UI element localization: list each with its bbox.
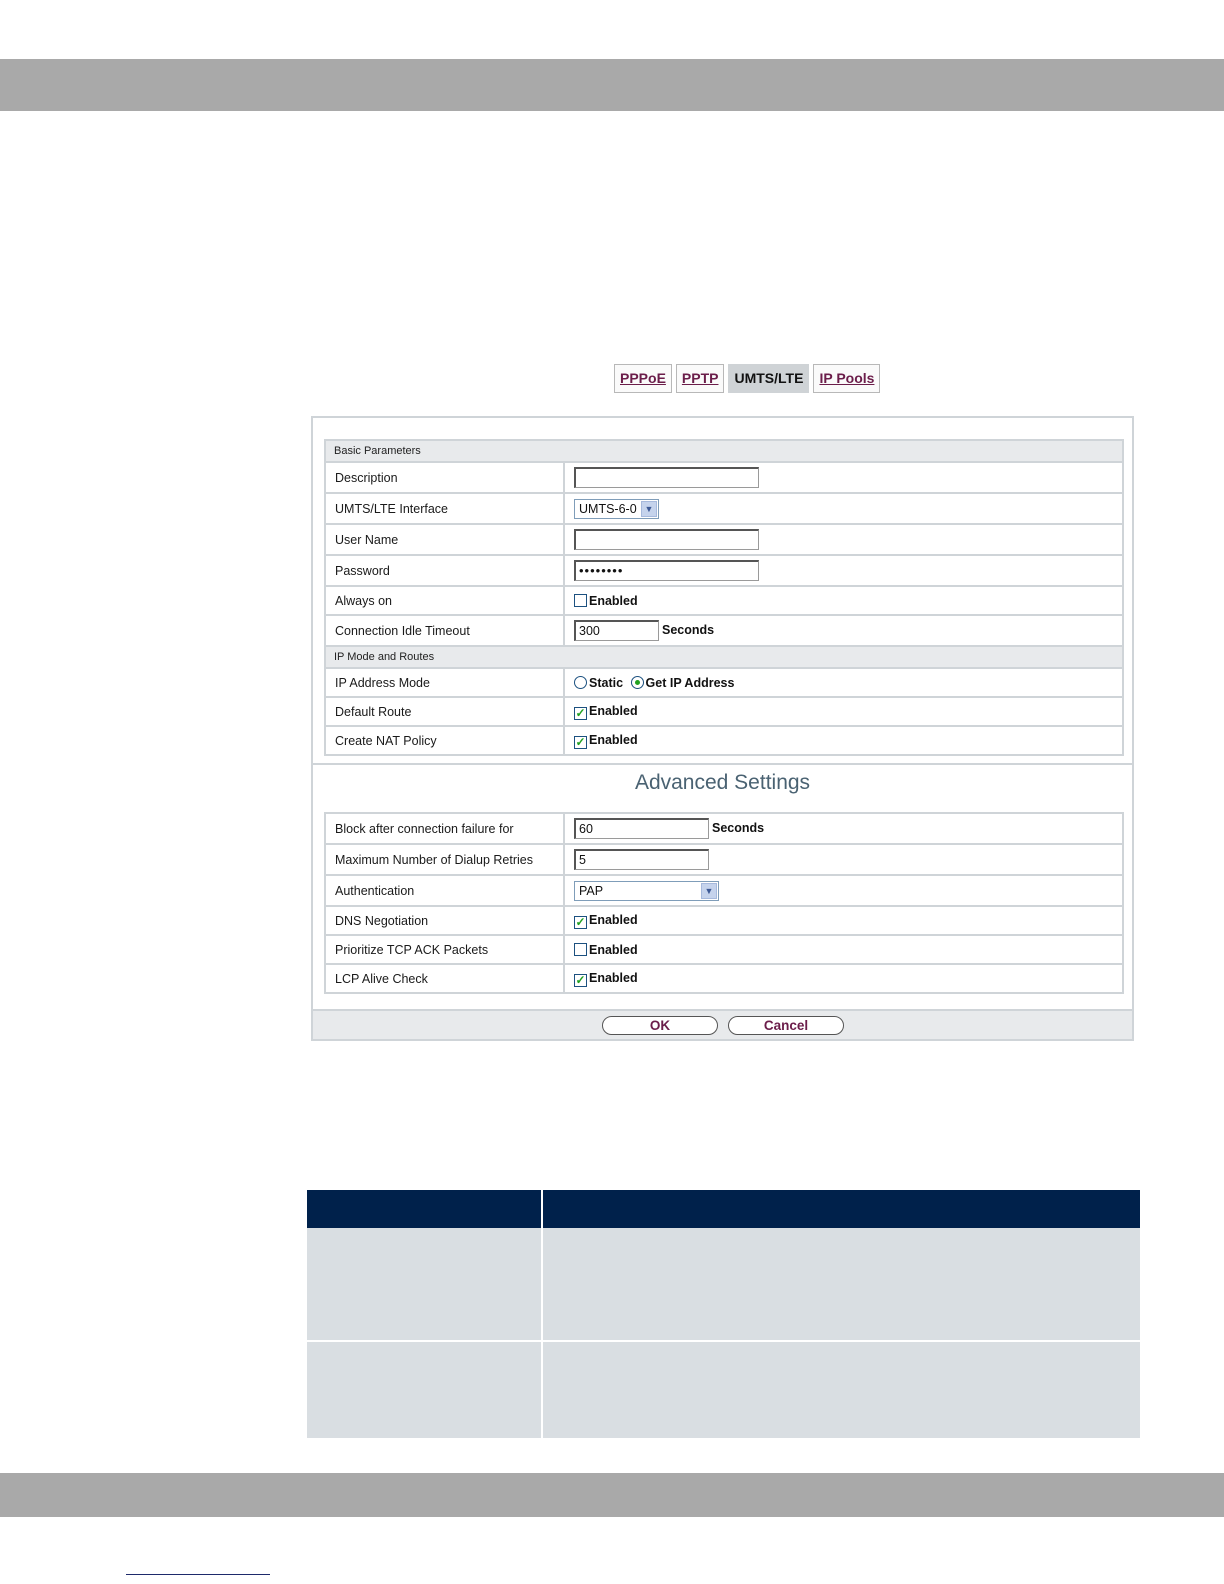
basic-parameters-header: Basic Parameters xyxy=(325,440,1123,462)
cancel-button[interactable]: Cancel xyxy=(728,1016,844,1035)
default-route-checkbox[interactable] xyxy=(574,707,587,720)
lcp-checkbox[interactable] xyxy=(574,974,587,987)
nat-policy-label: Create NAT Policy xyxy=(325,726,564,755)
check-icon: ✓ xyxy=(575,914,586,929)
check-icon: ✓ xyxy=(575,734,586,749)
ip-mode-header: IP Mode and Routes xyxy=(325,646,1123,668)
dns-label: DNS Negotiation xyxy=(325,906,564,935)
static-option: Static xyxy=(589,675,624,690)
username-input[interactable] xyxy=(574,529,759,550)
table-row xyxy=(307,1342,1140,1438)
chevron-down-icon[interactable]: ▼ xyxy=(701,883,717,899)
nat-policy-option: Enabled xyxy=(589,732,638,747)
tab-pptp[interactable]: PPTP xyxy=(676,364,725,393)
dns-checkbox[interactable] xyxy=(574,916,587,929)
description-table-header xyxy=(307,1190,1140,1228)
password-label: Password xyxy=(325,555,564,586)
tab-pppoe[interactable]: PPPoE xyxy=(614,364,672,393)
retries-input[interactable]: 5 xyxy=(574,849,709,870)
basic-parameters-table xyxy=(324,439,1124,756)
top-band xyxy=(0,59,1224,111)
get-ip-radio[interactable] xyxy=(631,676,644,689)
check-icon: ✓ xyxy=(575,972,586,987)
section-divider xyxy=(313,763,1132,765)
always-on-option: Enabled xyxy=(589,593,638,608)
block-label: Block after connection failure for xyxy=(325,813,564,844)
bottom-band xyxy=(0,1473,1224,1517)
dns-option: Enabled xyxy=(589,912,638,927)
description-input[interactable] xyxy=(574,467,759,488)
interface-select-value: UMTS-6-0 xyxy=(579,501,637,516)
username-label: User Name xyxy=(325,524,564,555)
lcp-option: Enabled xyxy=(589,970,638,985)
authentication-select-value: PAP xyxy=(579,883,604,898)
block-input[interactable]: 60 xyxy=(574,818,709,839)
idle-timeout-unit: Seconds xyxy=(662,622,715,637)
interface-label: UMTS/LTE Interface xyxy=(325,493,564,524)
nat-policy-checkbox[interactable] xyxy=(574,736,587,749)
description-table xyxy=(307,1190,1140,1438)
get-ip-option: Get IP Address xyxy=(645,675,735,690)
tcp-ack-checkbox[interactable] xyxy=(574,943,587,956)
header-cell-field xyxy=(307,1190,543,1228)
check-icon: ✓ xyxy=(575,705,586,720)
advanced-settings-table xyxy=(324,812,1124,994)
idle-timeout-input[interactable]: 300 xyxy=(574,620,659,641)
static-radio[interactable] xyxy=(574,676,587,689)
authentication-label: Authentication xyxy=(325,875,564,906)
block-unit: Seconds xyxy=(712,820,765,835)
footer-rule xyxy=(126,1574,270,1575)
chevron-down-icon[interactable]: ▼ xyxy=(641,501,657,517)
tab-bar xyxy=(614,364,880,393)
table-cell xyxy=(307,1342,543,1438)
settings-panel xyxy=(311,416,1134,1041)
idle-timeout-label: Connection Idle Timeout xyxy=(325,615,564,646)
tab-ip-pools[interactable]: IP Pools xyxy=(813,364,880,393)
table-cell xyxy=(307,1228,543,1340)
retries-label: Maximum Number of Dialup Retries xyxy=(325,844,564,875)
default-route-label: Default Route xyxy=(325,697,564,726)
advanced-settings-title[interactable]: Advanced Settings xyxy=(634,771,811,794)
button-bar xyxy=(313,1009,1132,1039)
tab-umts-lte[interactable]: UMTS/LTE xyxy=(728,364,809,393)
table-row xyxy=(307,1228,1140,1342)
authentication-select[interactable] xyxy=(574,881,719,901)
tcp-ack-label: Prioritize TCP ACK Packets xyxy=(325,935,564,964)
ok-button[interactable]: OK xyxy=(602,1016,718,1035)
tcp-ack-option: Enabled xyxy=(589,942,638,957)
description-label: Description xyxy=(325,462,564,493)
password-input[interactable]: •••••••• xyxy=(574,560,759,581)
always-on-checkbox[interactable] xyxy=(574,594,587,607)
default-route-option: Enabled xyxy=(589,703,638,718)
ip-mode-label: IP Address Mode xyxy=(325,668,564,697)
interface-select[interactable] xyxy=(574,499,659,519)
always-on-label: Always on xyxy=(325,586,564,615)
lcp-label: LCP Alive Check xyxy=(325,964,564,993)
